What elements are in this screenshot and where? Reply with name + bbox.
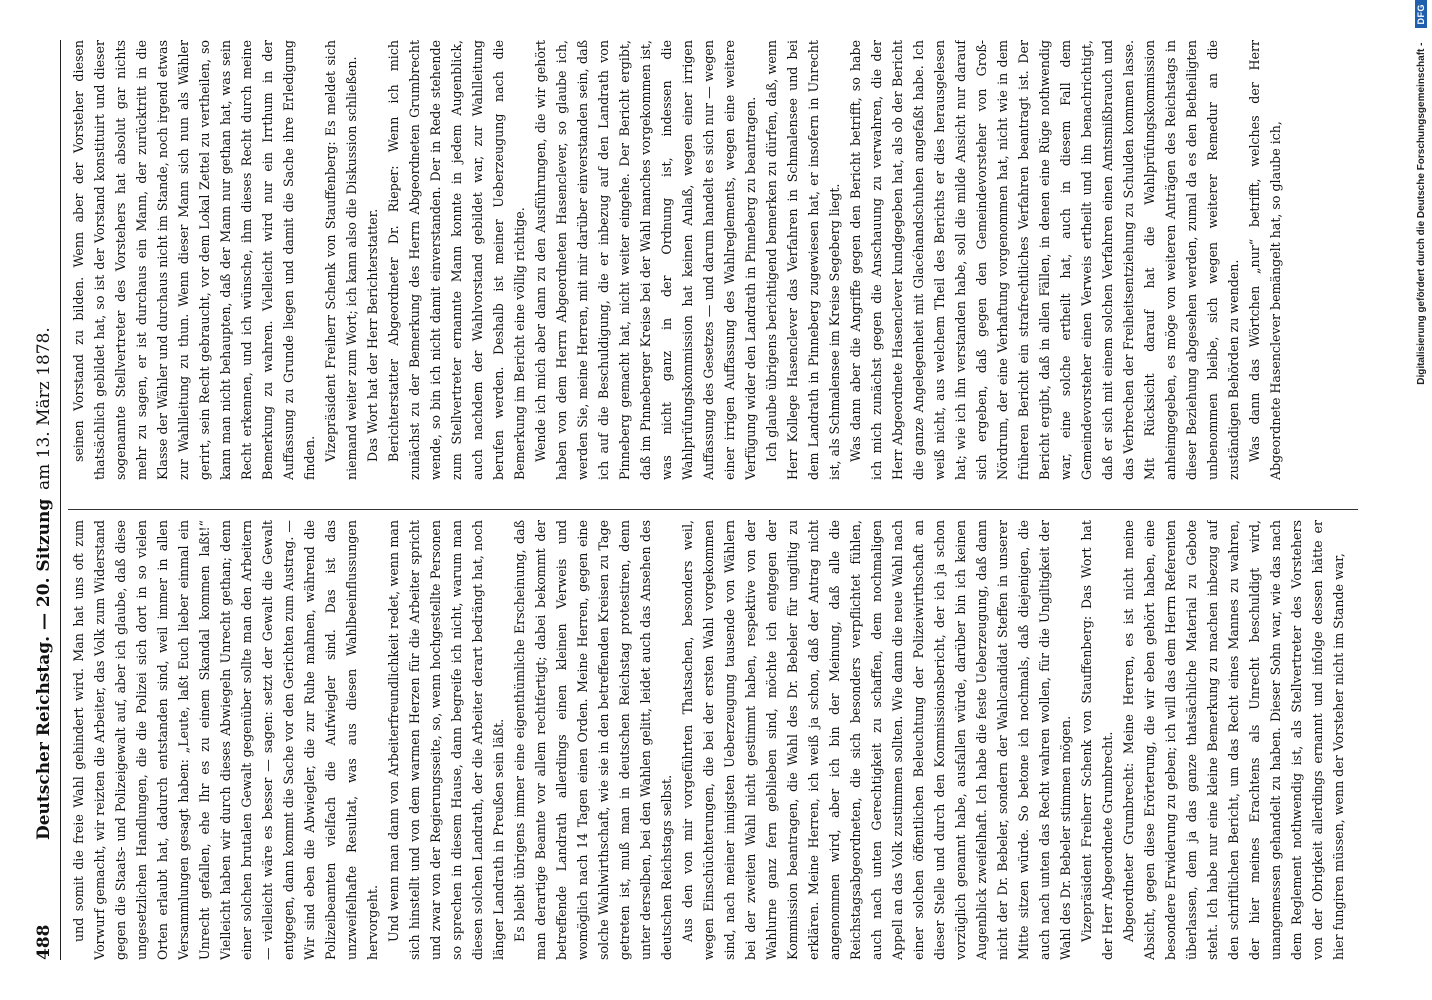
- left-text-column: [68, 520, 1358, 960]
- right-text-column: [68, 40, 1358, 480]
- page-header: [32, 40, 60, 960]
- paragraph: seinen Vorstand zu bilden. Wenn aber der Vorsteher diesen thatsächlich gebildet hat, so ist der Vorstand konstituirt und dieser sogenannte Stellvertreter des Vorstehers hat absolut gar nichts mehr zu sagen, er ist durchaus ein Mann, der zurücktritt in die Klasse der Wähler und durchaus nicht im Stande, noch irgend etwas zur Wahlleitung zu thun. Wenn dieser Mann sich nun als Wähler gerirt, sein Recht gebraucht, vor dem Lokal Zettel zu vertheilen, so kann man nicht behaupten, daß der Mann nur gethan hat, was sein Recht erkennen, und ich wünsche, ihm dieses Recht durch meine Bemerkung zu wahren. Vielleicht wird nur ein Irrthum in der Auffassung zu Grunde liegen und damit die Sache ihre Erledigung finden.: [71, 40, 317, 480]
- paragraph: Und wenn man dann von Arbeiterfreundlichkeit redet, wenn man sich hinstellt und von dem warmen Herzen für die Arbeiter spricht und zwar von der Regierungsseite, so, wenn hochgestellte Personen so sprechen in diesem Hause, dann begreife ich nicht, warum man diesen solchen Landrath, der die Arbeiter derart bedrängt hat, noch länger Landrath in Preußen sein läßt.: [386, 520, 506, 960]
- header-rule: [60, 40, 61, 960]
- paragraph: Was dann aber die Angriffe gegen den Bericht betrifft, so habe ich mich zunächst gegen die Anschauung zu verwahren, die der Herr Abgeordnete Hasenclever kundgegeben hat, als ob der Bericht die ganze Angelegenheit mit Glacéhandschuhen angefaßt habe. Ich weiß nicht, aus welchem Theil des Berichts er dies herausgelesen hat; wie ich ihn verstanden habe, soll die milde Ansicht nur darauf sich ergeben, daß gegen den Gemeindevorsteher von Groß-Nördrum, der eine Verhaftung vorgenommen hat, nicht wie in dem früheren Bericht ein strafrechtliches Verfahren beantragt ist. Der Bericht ergibt, daß in allen Fällen, in denen eine Rüge nothwendig war, eine solche ertheilt hat, auch in diesem Fall dem Gemeindevorsteher einen Verweis ertheilt und ihn benachrichtigt, daß er sich mit einem solchen Verfahren einen Amtsmißbrauch und das Verbrechen der Freiheitsentziehung zu Schulden kommen lasse. Mit Rücksicht darauf hat die Wahlprüfungskommission anheimgegeben, es möge von weiteren Anträgen des Reichstags in dieser Beziehung abgesehen werden, zumal da es den Betheiligten unbenommen bleibe, sich wegen weiterer Remedur an die zuständigen Behörden zu wenden.: [848, 40, 1241, 480]
- session-date: am 13. März 1878.: [34, 327, 54, 490]
- dfg-logo: DFG: [1415, 0, 1427, 29]
- reichstag-protocol-page: [20, 20, 1380, 980]
- paragraph: Wende ich mich aber dann zu den Ausführungen, die wir gehört haben von dem Herrn Abgeordneten Hasenclever, so glaube ich, werden Sie, meine Herren, mit mir darüber einverstanden sein, daß ich auf die Beschuldigung, die er inbezug auf den Landrath von Pinneberg gemacht hat, nicht weiter eingehe. Der Bericht ergibt, daß im Pinneberger Kreise bei der Wahl manches vorgekommen ist, was nicht ganz in der Ordnung ist, indessen die Wahlprüfungskommission hat keinen Anlaß, wegen einer irrigen Auffassung des Gesetzes — und darum handelt es sich nur — wegen einer irrigen Auffassung des Wahlreglements, wegen eine weitere Verfügung wider den Landrath in Pinneberg zu beantragen.: [533, 40, 758, 480]
- page-number: 488: [34, 924, 54, 960]
- credit-text: Digitalisierung gefördert durch die Deutsche Forschungsgemeinschaft -: [1415, 42, 1427, 385]
- paragraph: Vizepräsident Freiherr Schenk von Stauffenberg: Das Wort hat der Herr Abgeordnete Grumbrecht.: [1079, 520, 1115, 960]
- paragraph: Aus den von mir vorgeführten Thatsachen, besonders weil, wegen Einschüchterungen, die bei der ersten Wahl vorgekommen sind, nach meiner innigsten Ueberzeugung tausende von Wählern bei der zweiten Wahl nicht gestimmt haben, respektive von der Wahlurne ganz fern geblieben sind, möchte ich entgegen der Kommission beantragen, die Wahl des Dr. Bebeler für ungiltig zu erklären. Meine Herren, ich weiß ja schon, daß der Antrag nicht angenommen wird, aber ich bin der Meinung, daß alle die Reichstagsabgeordneten, die sich besonders verpflichtet fühlen, auch nach unten Gerechtigkeit zu schaffen, dem nochmaligen Appell an das Volk zustimmen sollten. Wie dann die neue Wahl nach einer solchen öffentlichen Beleuchtung der Polizeiwirthschaft an dieser Stelle und durch den Kommissionsbericht, der ich ja schon vorzüglich genannt habe, ausfallen würde, darüber bin ich keinen Augenblick zweifelhaft. Ich habe die feste Ueberzeugung, daß dann nicht der Dr. Bebeler, sondern der Wahlcandidat Steffen in unserer Mitte sitzen würde. So betone ich nochmals, daß diejenigen, die auch nach unten das Recht wahren wollen, für die Ungiltigkeit der Wahl des Dr. Bebeler stimmen mögen.: [680, 520, 1073, 960]
- paragraph: Vizepräsident Freiherr Schenk von Stauffenberg: Es meldet sich niemand weiter zum Wort; ich kann also die Diskussion schließen.: [323, 40, 359, 480]
- paragraph: Abgeordneter Grumbrecht: Meine Herren, es ist nicht meine Absicht, gegen diese Erörterung, die wir eben gehört haben, eine besondere Erwiderung zu geben; ich will das dem Herrn Referenten überlassen, dem ja das ganze thatsächliche Material zu Gebote steht. Ich habe nur eine kleine Bemerkung zu machen inbezug auf den schriftlichen Bericht, um das Recht eines Mannes zu wahren, der hier meines Erachtens als Unrecht beschuldigt wird, unangemessen gehandelt zu haben. Dieser Sohn war, wie das nach dem Reglement nothwendig ist, als Stellvertreter des Vorstehers von der Obrigkeit allerdings ernannt und infolge dessen hätte er hier fungiren müssen, wenn der Vorsteher nicht im Stande war,: [1121, 520, 1346, 960]
- digitization-credit: [1410, 0, 1432, 1000]
- paragraph: Berichterstatter Abgeordneter Dr. Rieper: Wenn ich mich zunächst zu der Bemerkung des Herrn Abgeordneten Grumbrecht wende, so bin ich nicht damit einverstanden. Der in Rede stehende zum Stellvertreter ernannte Mann konnte in jedem Augenblick, auch nachdem der Wahlvorstand gebildet war, zur Wahlleitung berufen werden. Deshalb ist meiner Ueberzeugung nach die Bemerkung im Bericht eine völlig richtige.: [386, 40, 527, 480]
- paragraph: Ich glaube übrigens berichtigend bemerken zu dürfen, daß, wenn Herr Kollege Hasenclever das Verfahren in Schmalensee und bei dem Landrath in Pinneberg zugewiesen hat, er insofern in Unrecht ist, als Schmalensee im Kreise Segeberg liegt.: [764, 40, 842, 480]
- page-title: Deutscher Reichstag. — 20. Sitzung: [34, 498, 54, 840]
- paragraph: Es bleibt übrigens immer eine eigenthümliche Erscheinung, daß man derartige Beamte vor allem rechtfertigt; dabei bekommt der betreffende Landrath allerdings einen kleinen Verweis und womöglich nach 14 Tagen einen Orden. Meine Herren, gegen eine solche Wahlwirthschaft, wie sie in den betreffenden Kreisen zu Tage getreten ist, muß man in deutschen Reichstag protestiren, denn unter derselben, bei den Wahlen gelitt, leidet auch das Ansehen des deutschen Reichstags selbst.: [512, 520, 674, 960]
- paragraph: Das Wort hat der Herr Berichterstatter.: [365, 208, 380, 462]
- column-divider: [68, 509, 1358, 510]
- paragraph: und somit die freie Wahl gehindert wird. Man hat uns oft zum Vorwurf gemacht, wir reizten die Arbeiter, das Volk zum Widerstand gegen die Staats- und Polizeigewalt auf, aber ich glaube, daß diese ungesetzlichen Handlungen, die die Polizei sich dort in so vielen Orten erlaubt hat, dadurch entstanden sind, weil immer in allen Versammlungen gesagt haben: „Leute, laßt Euch lieber einmal ein Unrecht gefallen, ehe Ihr es zu einem Skandal kommen laßt!“ Vielleicht haben wir durch dieses Abwiegeln Unrecht gethan; denn einer solchen brutalen Gewalt gegenüber sollte man den Arbeitern — vielleicht wäre es besser — sagen: setzt der Gewalt die Gewalt entgegen, dann kommt die Sache vor den Gerichten zum Austrag. — Wir sind eben die Abwiegler, die zur Ruhe mahnen, während die Polizeibeamten vielfach die Aufwiegler sind. Das ist das unzweifelhafte Resultat, was aus diesen Wahlbeeinflussungen hervorgeht.: [71, 520, 380, 960]
- paragraph: Was dann das Wörtchen „nur“ betrifft, welches der Herr Abgeordnete Hasenclever bemängelt hat, so glaube ich,: [1247, 40, 1283, 480]
